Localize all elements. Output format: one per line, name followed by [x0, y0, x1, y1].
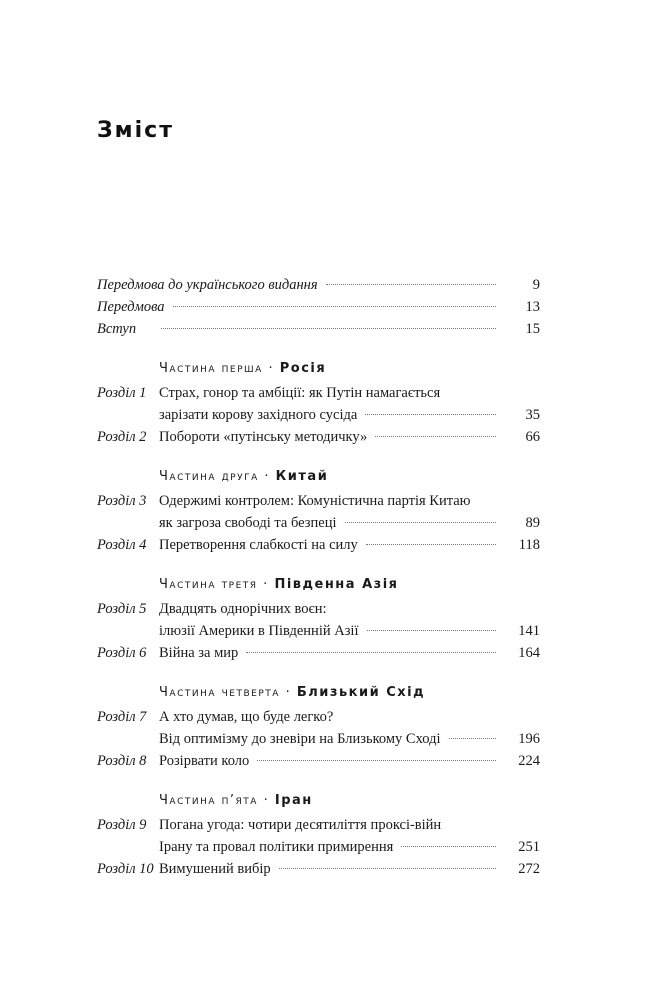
dot-leader	[375, 436, 496, 437]
chapter-entry	[97, 598, 540, 642]
chapter-title-line	[159, 642, 540, 664]
part-name: Близький Схід	[296, 685, 426, 700]
chapter-title	[159, 706, 540, 750]
chapter-title-text: Одержимі контролем: Комуністична партія Китаю	[159, 493, 471, 509]
part-label: Частина друга	[159, 469, 259, 484]
chapter-title-line	[159, 512, 540, 534]
chapter-title-text: як загроза свободі та безпеці	[159, 515, 337, 531]
chapter-title	[159, 426, 540, 448]
chapter-title-text: зарізати корову західного сусіда	[159, 407, 358, 423]
chapter-title-text: Вимушений вибір	[159, 861, 271, 877]
chapter-label: Розділ 4	[97, 537, 147, 553]
page-number: 13	[525, 299, 540, 315]
chapter-title-line	[159, 490, 540, 512]
dot-leader	[246, 652, 496, 653]
chapter-title-line	[159, 858, 540, 880]
dot-leader	[401, 846, 496, 847]
chapter-title-text: Страх, гонор та амбіції: як Путін намагається	[159, 385, 441, 401]
page-number: 35	[525, 407, 540, 423]
toc-entry	[97, 318, 540, 340]
chapter-label: Розділ 10	[97, 861, 154, 877]
chapter-title-text: Побороти «путінську методичку»	[159, 429, 368, 445]
part-heading	[159, 574, 540, 596]
chapter-entry	[97, 490, 540, 534]
chapter-label: Розділ 9	[97, 817, 147, 833]
chapter-title	[159, 534, 540, 556]
chapter-entry	[97, 750, 540, 772]
chapter-title-line	[159, 534, 540, 556]
chapter-entry	[97, 426, 540, 448]
chapter-title	[159, 490, 540, 534]
chapter-entry	[97, 642, 540, 664]
toc-entry-line	[97, 318, 540, 340]
chapter-label: Розділ 8	[97, 753, 147, 769]
toc-entry	[97, 274, 540, 296]
part-separator: ·	[263, 793, 270, 808]
chapter-title-text: Від оптимізму до зневіри на Близькому Сході	[159, 731, 441, 747]
chapter-title-text: Погана угода: чотири десятиліття проксі-війн	[159, 817, 442, 833]
part-name: Південна Азія	[274, 577, 399, 592]
part-label: Частина четверта	[159, 685, 280, 700]
toc-entry-line	[97, 296, 540, 318]
chapter-title-line	[159, 404, 540, 426]
chapter-title-line	[159, 750, 540, 772]
dot-leader	[345, 522, 497, 523]
chapter-entry	[97, 858, 540, 880]
chapter-title-line	[159, 814, 540, 836]
table-of-contents	[97, 274, 540, 880]
chapter-title-line	[159, 598, 540, 620]
page-number: 196	[518, 731, 540, 747]
dot-leader	[367, 630, 497, 631]
chapter-title-line	[159, 426, 540, 448]
page-number: 272	[518, 861, 540, 877]
chapter-title-line	[159, 728, 540, 750]
part-label: Частина третя	[159, 577, 258, 592]
part-separator: ·	[264, 469, 271, 484]
chapter-title-line	[159, 382, 540, 404]
page-number: 15	[525, 321, 540, 337]
part-heading	[159, 790, 540, 812]
dot-leader	[326, 284, 496, 285]
part-name: Росія	[279, 361, 327, 376]
chapter-title-text: Війна за мир	[159, 645, 239, 661]
chapter-title	[159, 814, 540, 858]
page-title: Зміст	[97, 118, 174, 143]
part-separator: ·	[263, 577, 269, 592]
toc-entry-line	[97, 274, 540, 296]
chapter-title-line	[159, 620, 540, 642]
chapter-title	[159, 750, 540, 772]
chapter-entry	[97, 534, 540, 556]
part-heading	[159, 358, 540, 380]
chapter-title	[159, 858, 540, 880]
chapter-label: Розділ 3	[97, 493, 147, 509]
chapter-label: Розділ 2	[97, 429, 147, 445]
part-label: Частина п’ята	[159, 793, 258, 808]
chapter-title-line	[159, 836, 540, 858]
chapter-label: Розділ 5	[97, 601, 147, 617]
chapter-entry	[97, 814, 540, 858]
chapter-title-text: Ірану та провал політики примирення	[159, 839, 394, 855]
chapter-title	[159, 598, 540, 642]
chapter-title-text: Перетворення слабкості на силу	[159, 537, 358, 553]
chapter-label: Розділ 1	[97, 385, 147, 401]
toc-entry	[97, 296, 540, 318]
dot-leader	[449, 738, 496, 739]
chapter-title	[159, 382, 540, 426]
chapter-title-line	[159, 706, 540, 728]
part-separator: ·	[285, 685, 292, 700]
chapter-label: Розділ 6	[97, 645, 147, 661]
page-number: 141	[518, 623, 540, 639]
dot-leader	[173, 306, 496, 307]
part-name: Іран	[274, 793, 313, 808]
dot-leader	[366, 544, 496, 545]
page-number: 164	[518, 645, 540, 661]
entry-title: Передмова	[97, 299, 165, 315]
dot-leader	[365, 414, 496, 415]
page-number: 118	[518, 537, 540, 553]
page-number: 9	[532, 277, 540, 293]
dot-leader	[257, 760, 496, 761]
page-number: 66	[525, 429, 540, 445]
page-number: 89	[525, 515, 540, 531]
chapter-entry	[97, 706, 540, 750]
chapter-title-text: Двадцять однорічних воєн:	[159, 601, 327, 617]
part-label: Частина перша	[159, 361, 263, 376]
dot-leader	[161, 328, 496, 329]
chapter-title-text: Розірвати коло	[159, 753, 250, 769]
page-number: 224	[518, 753, 540, 769]
chapter-entry	[97, 382, 540, 426]
entry-title: Передмова до українського видання	[97, 277, 318, 293]
part-heading	[159, 682, 540, 704]
chapter-label: Розділ 7	[97, 709, 147, 725]
chapter-title	[159, 642, 540, 664]
part-separator: ·	[268, 361, 275, 376]
page-number: 251	[518, 839, 540, 855]
part-name: Китай	[275, 469, 329, 484]
chapter-title-text: А хто думав, що буде легко?	[159, 709, 334, 725]
entry-title: Вступ	[97, 321, 137, 337]
dot-leader	[279, 868, 496, 869]
part-heading	[159, 466, 540, 488]
chapter-title-text: ілюзії Америки в Південній Азії	[159, 623, 359, 639]
